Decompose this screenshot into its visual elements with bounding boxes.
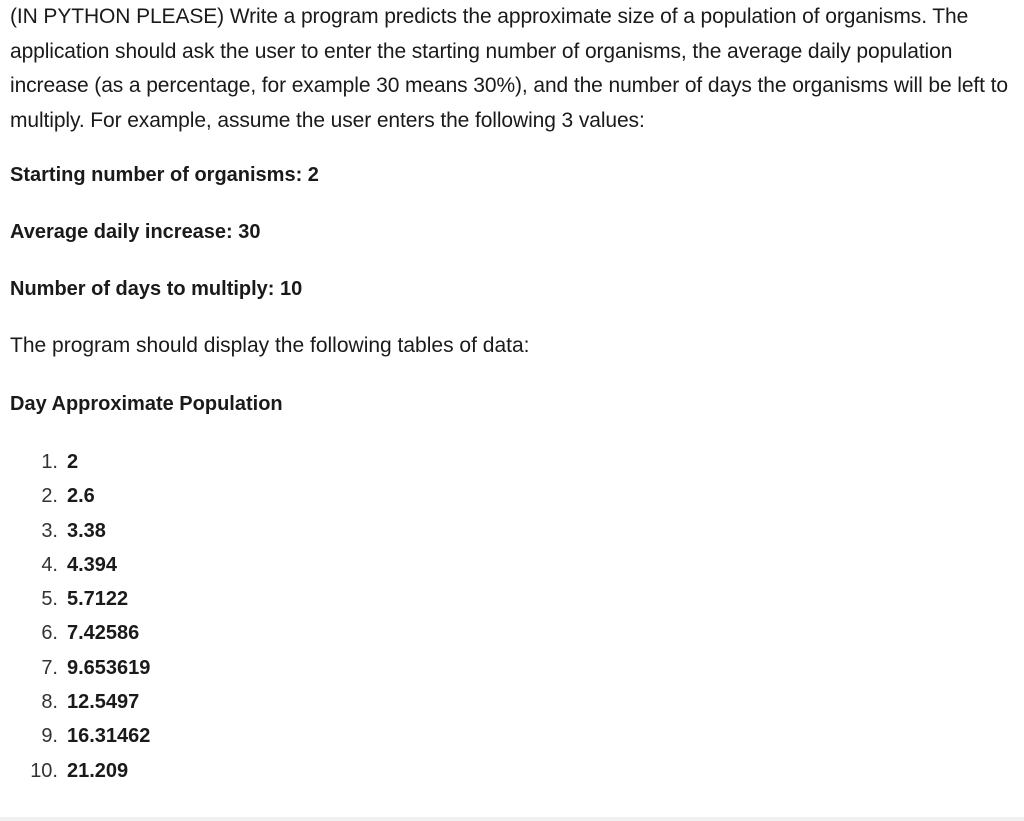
list-item — [10, 582, 150, 616]
table-header: Day Approximate Population — [10, 393, 283, 415]
list-item — [10, 479, 150, 513]
list-item — [10, 754, 150, 788]
list-item — [10, 651, 150, 685]
population-value: 4.394 — [67, 553, 118, 576]
day-number: 8. — [41, 691, 58, 714]
population-value: 9.653619 — [67, 656, 151, 679]
daily-increase-example: Average daily increase: 30 — [10, 221, 261, 243]
list-item — [10, 616, 150, 650]
population-value: 21.209 — [67, 759, 129, 782]
population-list — [10, 445, 150, 788]
population-value: 5.7122 — [67, 588, 129, 611]
population-value: 3.38 — [67, 519, 106, 542]
list-item — [10, 685, 150, 719]
day-number: 7. — [41, 656, 58, 679]
population-value: 12.5497 — [67, 691, 140, 714]
list-item — [10, 719, 150, 753]
bottom-divider — [0, 817, 1024, 821]
days-multiply-example: Number of days to multiply: 10 — [10, 278, 303, 300]
day-number: 5. — [41, 588, 58, 611]
population-value: 7.42586 — [67, 622, 140, 645]
day-number: 1. — [41, 451, 58, 473]
day-number: 4. — [41, 553, 58, 576]
population-value: 2.6 — [67, 485, 95, 508]
population-value: 16.31462 — [67, 725, 151, 748]
day-number: 6. — [41, 622, 58, 645]
day-number: 9. — [41, 725, 58, 748]
list-item — [10, 548, 150, 582]
question-content — [10, 0, 1018, 782]
day-number: 2. — [41, 485, 58, 508]
list-item — [10, 445, 150, 479]
display-instruction: The program should display the following tables of data: — [10, 334, 530, 357]
population-value: 2 — [67, 451, 79, 473]
list-item — [10, 514, 150, 548]
day-number: 10. — [30, 759, 58, 782]
day-number: 3. — [41, 519, 58, 542]
question-intro: (IN PYTHON PLEASE) Write a program predicts the approximate size of a population of organisms. The application should ask the user to enter the starting number of organisms, the average daily population increase (as a percentage, for example 30 means 30%), and the number of days the organisms will be left to multiply. For example, assume the user enters the following 3 values: — [10, 5, 1008, 132]
starting-organisms-example: Starting number of organisms: 2 — [10, 164, 319, 186]
